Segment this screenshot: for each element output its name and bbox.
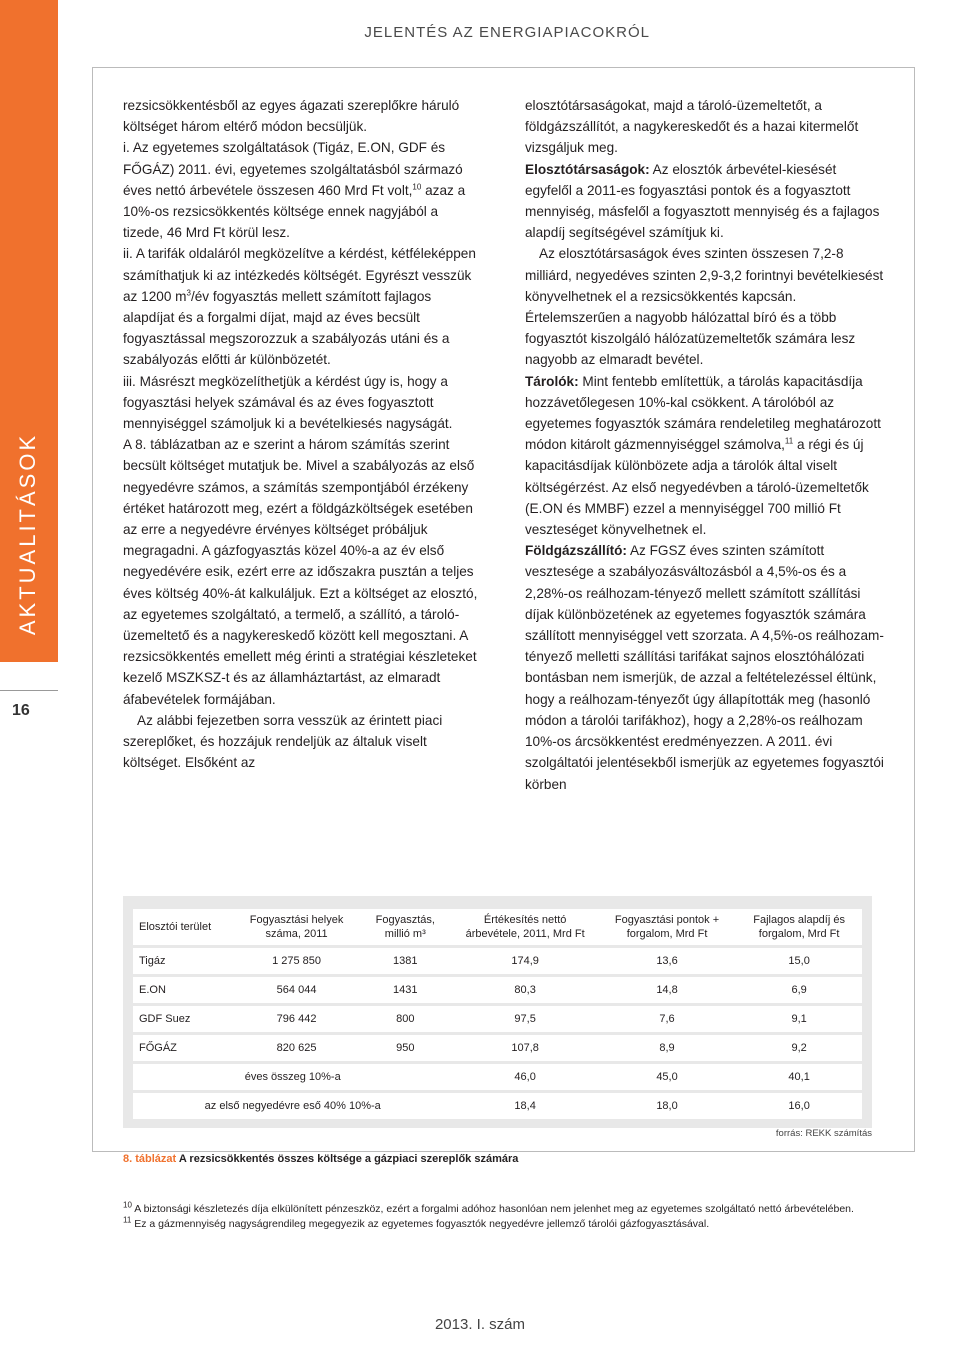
- table-row: [133, 948, 862, 974]
- paragraph: A 8. táblázatban az e szerint a három számítás szerint becsült költséget mutatjuk be. Mivel a szabályozás az első negyedévre számos, a számítás szempontjából érzékeny értéket határozott meg, ezért a földgázköltségek esetében az erre a negyedévre érvényes költséget próbáljuk megragadni. A gázfogyasztás közel 40%-a az év első negyedévére esik, ezért erre az időszakra pusztán a teljes éves költség 40%-át kalkuláljuk. Ezt a költséget az elosztó, az egyetemes szolgáltató, a termelő, a szállító, a tároló-üzemeltető és a nagykereskedő között kell megosztani. A rezsicsökkentés emellett még érinti a stratégiai készleteket kezelő MSZKSZ-t és az államháztartást, az elmaradt áfabevételek formájában.: [123, 437, 478, 707]
- paragraph: Elosztótársaságok: Az elosztók árbevétel-kiesését egyfelől a 2011-es fogyasztási pontok és a fogyasztott mennyiség, másfelől a fogyasztott mennyiség és a fajlagos alapdíj segítségével számítjuk ki.: [525, 161, 880, 241]
- paragraph: Tárolók: Mint fentebb említettük, a tárolás kapacitásdíja hozzávetőlegesen 10%-kal csökkent. A tárolóból az egyetemes fogyasztók számára rendeletileg meghatározott módon kitárolt gázmennyiséggel számolva,$^{11}$ a régi és új kapacitásdíjak különbözete adja a tárolók által viselt költségérzést. Az első negyedévben a tároló-üzemeltetők (E.ON és MMBF) ezzel a mennyiséggel 700 millió Ft veszteséget könyvelhetnek el.: [525, 373, 881, 538]
- table-header-row: [133, 909, 862, 945]
- running-header: JELENTÉS AZ ENERGIAPIACOKRÓL: [364, 24, 650, 41]
- table-cell: 40,1: [736, 1064, 862, 1090]
- footnote: $^{10}$ A biztonsági készletezés díja elkülönített pénzeszköz, ezért a forgalmi adóhoz hasonlóan nem jelenhet meg az egyetemes szolgáltató nettó árbevételében.: [123, 1200, 854, 1215]
- right-column: [525, 95, 885, 795]
- table-cell: 1381: [358, 948, 452, 974]
- table-caption: 8. táblázat A rezsicsökkentés összes költsége a gázpiaci szereplők számára: [123, 1153, 519, 1165]
- column-header: Elosztói terület: [133, 909, 235, 945]
- footnotes: [123, 1200, 883, 1233]
- table-cell: 18,0: [598, 1093, 736, 1119]
- table-cell: 15,0: [736, 948, 862, 974]
- table-row: [133, 1006, 862, 1032]
- column-header: Fajlagos alapdíj és forgalom, Mrd Ft: [736, 909, 862, 945]
- section-label: AKTUALITÁSOK: [15, 432, 40, 636]
- table-cell: 1431: [358, 977, 452, 1003]
- column-header: Fogyasztási helyek száma, 2011: [235, 909, 358, 945]
- table-cell: FŐGÁZ: [133, 1035, 235, 1061]
- table-cell: 107,8: [452, 1035, 597, 1061]
- table-cell: GDF Suez: [133, 1006, 235, 1032]
- table-source: forrás: REKK számítás: [775, 1128, 872, 1139]
- paragraph: Földgázszállító: Az FGSZ éves szinten számított vesztesége a szabályozásváltozásból a 4,5%-os és a 2,28%-os reálhozam-tényező mellett számított szállítási díjak különbözetének az egyetemes fogyasztók számára szállított mennyiséggel vett szorzata. A 4,5%-os reálhozam-tényező melletti szállítási tarifákat sajnos elosztóhálózati bontásban nem ismerjük, de azzal a feltételezéssel éltünk, hogy a reálhozam-tényezőt úgy állapították meg (hasonló módon a tárolói tarifákhoz), hogy a 2,28%-os reálhozam 10%-os árcsökkentést eredményezzen. A 2011. évi szolgáltatói jelentésekből ismerjük az egyetemes fogyasztói körben: [525, 543, 884, 792]
- table-cell: 820 625: [235, 1035, 358, 1061]
- table-cell: 7,6: [598, 1006, 736, 1032]
- table-cell: 46,0: [452, 1064, 597, 1090]
- table-cell: 564 044: [235, 977, 358, 1003]
- table-cell: 800: [358, 1006, 452, 1032]
- table-cell: 950: [358, 1035, 452, 1061]
- table-cell: 97,5: [452, 1006, 597, 1032]
- footnote: $^{11}$ Ez a gázmennyiség nagyságrendileg megegyezik az egyetemes fogyasztók negyedévre jellemző tárolói gázfogyasztásával.: [123, 1215, 710, 1230]
- side-divider: [0, 690, 58, 691]
- paragraph: elosztótársaságokat, majd a tároló-üzemeltetőt, a földgázszállítót, a nagykereskedőt és a hazai kitermelőt vizsgáljuk meg.: [525, 98, 859, 156]
- paragraph: rezsicsökkentésből az egyes ágazati szereplőkre háruló költséget három eltérő módon becsüljük.: [123, 98, 460, 135]
- table-cell: 796 442: [235, 1006, 358, 1032]
- cost-table: [123, 896, 872, 1128]
- table-cell: 174,9: [452, 948, 597, 974]
- left-column: [123, 95, 481, 774]
- paragraph: Az elosztótársaságok éves szinten összesen 7,2-8 milliárd, negyedéves szinten 2,9-3,2 forintnyi bevételkiesést könyvelhetnek el a rezsicsökkentés kapcsán. Értelemszerűen a nagyobb hálózattal bíró és a több fogyasztót kiszolgáló hálózatüzemeltetők számára lesz nagyobb az elmaradt bevétel.: [525, 246, 884, 368]
- issue-footer: 2013. I. szám: [434, 1316, 526, 1333]
- superscript: 3: [186, 288, 191, 298]
- column-header: Értékesítés nettó árbevétele, 2011, Mrd Ft: [452, 909, 597, 945]
- table-row: [133, 977, 862, 1003]
- table-row: [133, 1035, 862, 1061]
- table-sum-row: [133, 1064, 862, 1090]
- table-cell: 45,0: [598, 1064, 736, 1090]
- footnote-ref: 11: [784, 436, 794, 446]
- list-item-ii: ii. A tarifák oldaláról megközelítve a kérdést, kétféleképpen számíthatjuk ki az intézkedés költségét. Egyrészt vesszük az 1200 $m^3/év$ fogyasztás mellett számított fajlagos alapdíjat és a forgalmi díjat, majd az éves becsült fogyasztással megszorozzuk a szabályozás utáni és a szabályozás előtti ár különbözetét.: [123, 246, 476, 368]
- table-cell: 13,6: [598, 948, 736, 974]
- table-cell: 16,0: [736, 1093, 862, 1119]
- table-cell: E.ON: [133, 977, 235, 1003]
- table-cell: 18,4: [452, 1093, 597, 1119]
- table-cell: Tigáz: [133, 948, 235, 974]
- page-number: 16: [12, 702, 30, 719]
- table-cell: 1 275 850: [235, 948, 358, 974]
- column-header: Fogyasztási pontok + forgalom, Mrd Ft: [598, 909, 736, 945]
- table-cell: 14,8: [598, 977, 736, 1003]
- table-cell: 8,9: [598, 1035, 736, 1061]
- table-cell: az első negyedévre eső 40% 10%-a: [133, 1093, 452, 1119]
- list-item-iii: iii. Másrészt megközelíthetjük a kérdést úgy is, hogy a fogyasztási helyek számával és az éves fogyasztott mennyiséggel számoljuk ki a bevételkiesés nagyságát.: [123, 373, 453, 432]
- footnote-ref: 10: [412, 182, 422, 192]
- table-cell: 9,1: [736, 1006, 862, 1032]
- table-cell: 80,3: [452, 977, 597, 1003]
- table-cell: 6,9: [736, 977, 862, 1003]
- table-cell: 9,2: [736, 1035, 862, 1061]
- column-header: Fogyasztás, millió m³: [358, 909, 452, 945]
- table-sum-row: [133, 1093, 862, 1119]
- paragraph: Az alábbi fejezetben sorra vesszük az érintett piaci szereplőket, és hozzájuk rendeljük az általuk viselt költséget. Elsőként az: [123, 712, 443, 771]
- list-item-i: i. Az egyetemes szolgáltatások (Tigáz, E.ON, GDF és FŐGÁZ) 2011. évi, egyetemes szolgáltatásból származó éves nettó árbevétele összesen 460 Mrd Ft volt,$^{10}$ azaz a 10%-os rezsicsökkentés költsége ennek nagyjából a tizede, 46 Mrd Ft körül lesz.: [123, 140, 466, 241]
- table-cell: éves összeg 10%-a: [133, 1064, 452, 1090]
